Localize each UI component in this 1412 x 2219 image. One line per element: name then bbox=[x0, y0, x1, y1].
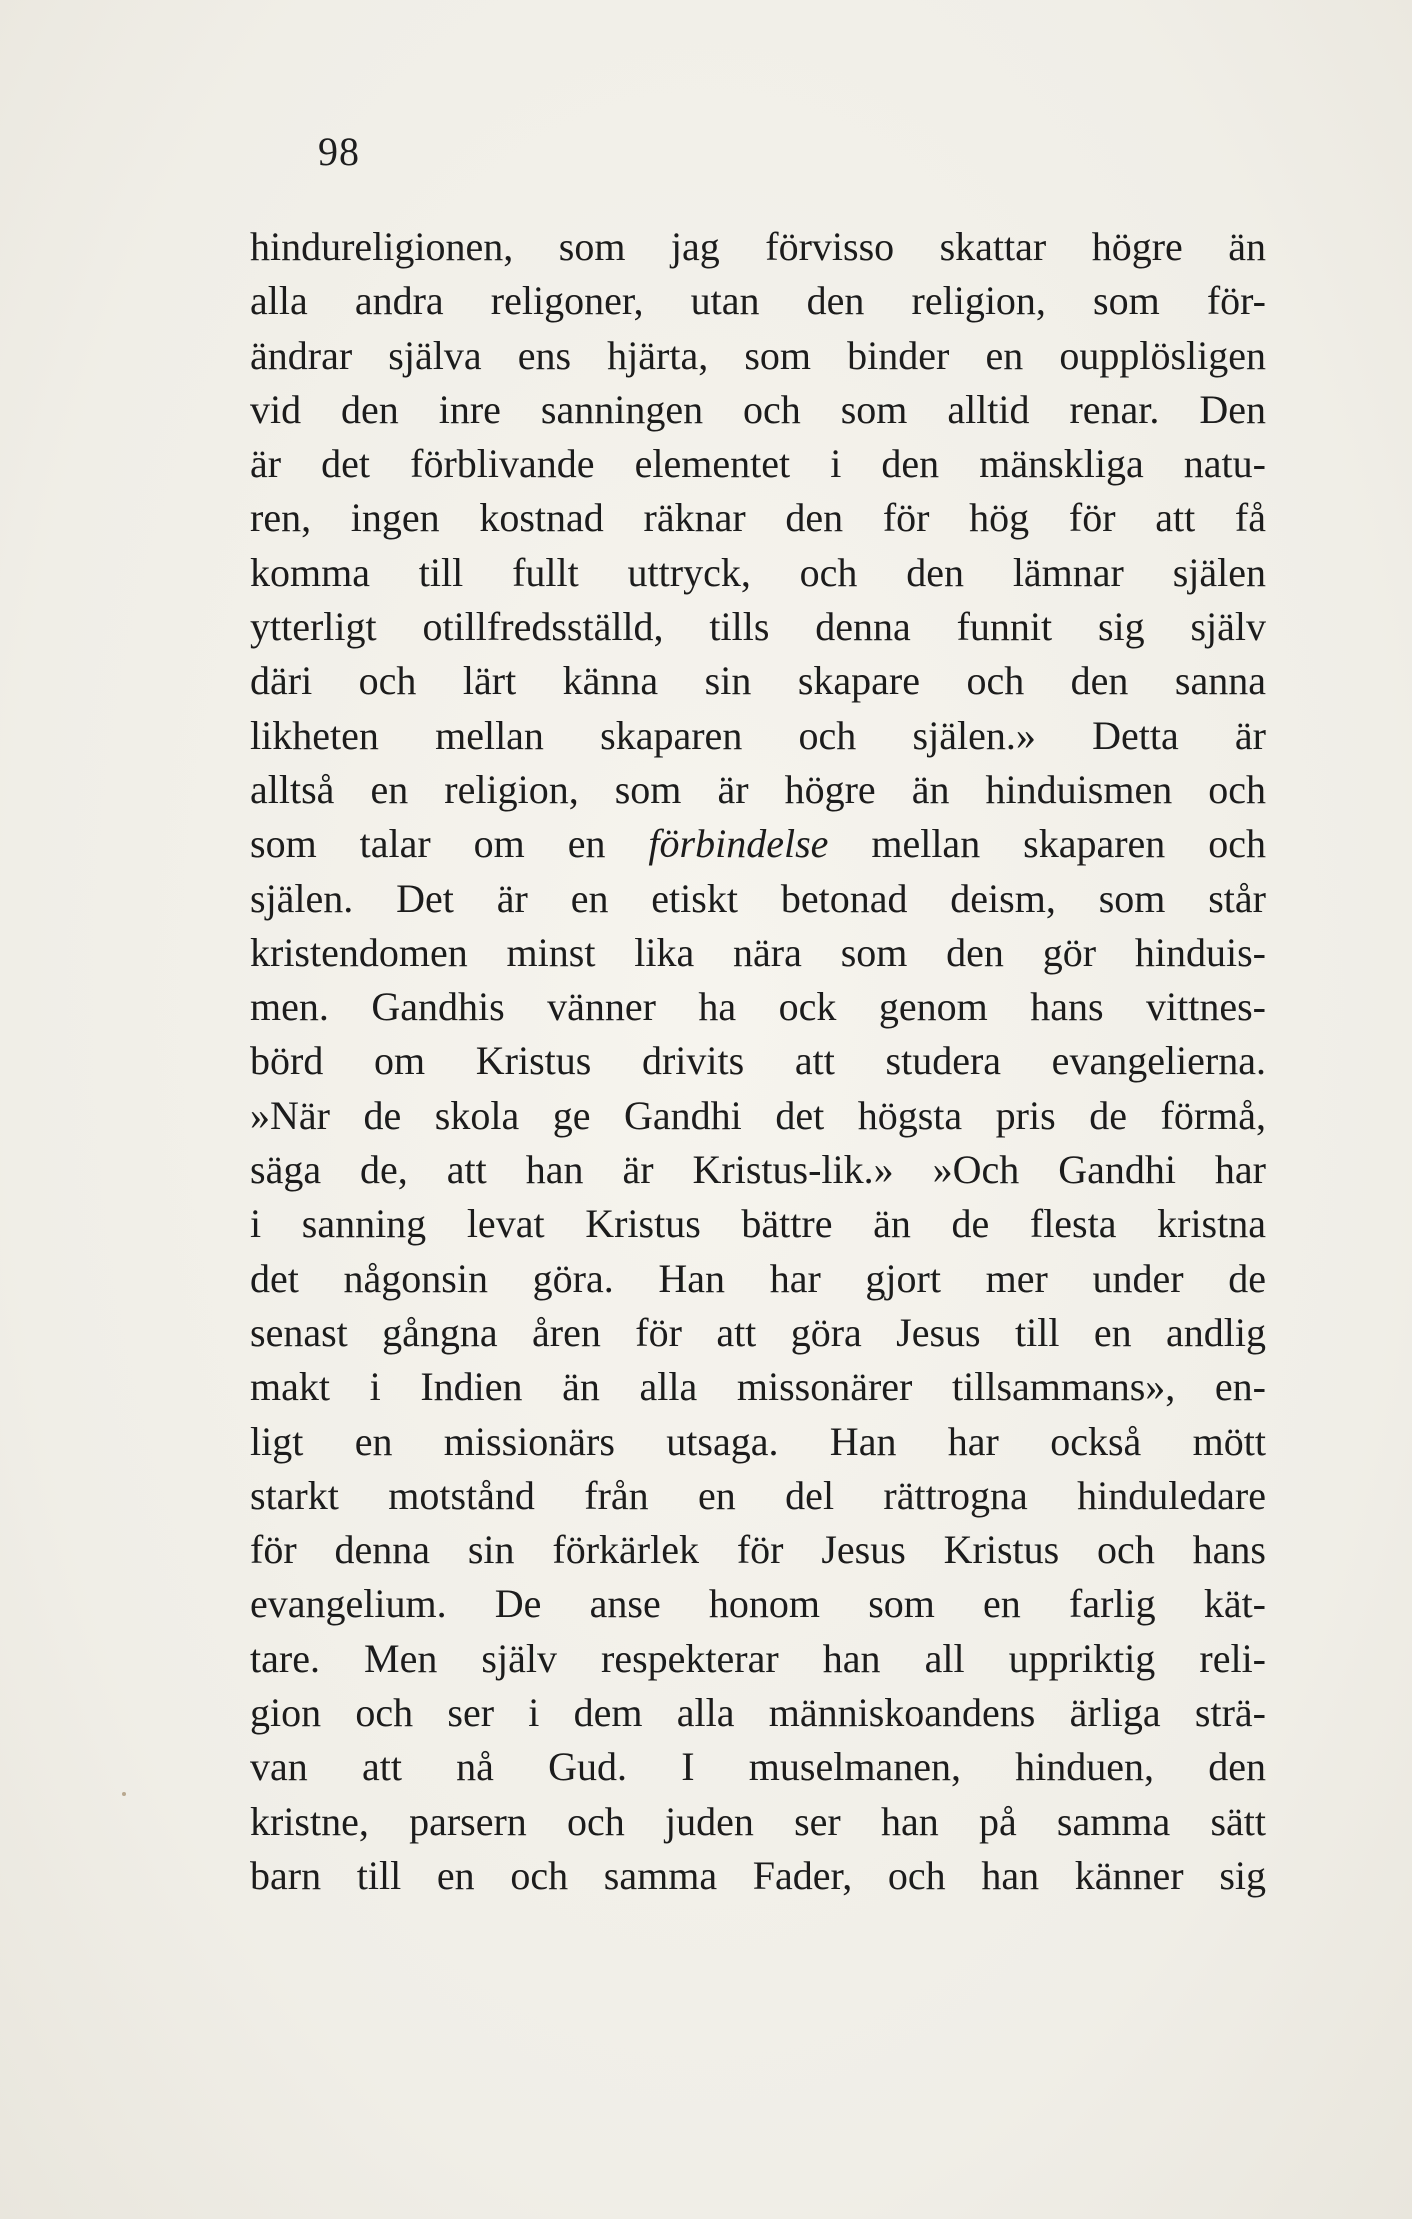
text-line: ren, ingen kostnad räknar den för hög för att få bbox=[250, 495, 1266, 541]
body-text bbox=[250, 220, 1266, 1903]
paper-speck bbox=[122, 1792, 126, 1796]
text-line: van att nå Gud. I muselmanen, hinduen, den bbox=[250, 1744, 1266, 1790]
text-line: ändrar själva ens hjärta, som binder en oupplösligen bbox=[250, 332, 1266, 378]
text-line: tare. Men själv respekterar han all uppriktig reli- bbox=[250, 1635, 1266, 1681]
text-line: däri och lärt känna sin skapare och den sanna bbox=[250, 658, 1266, 704]
text-line-with-emphasis bbox=[250, 817, 1266, 871]
text-line: barn till en och samma Fader, och han känner sig bbox=[250, 1852, 1266, 1898]
text-line: gion och ser i dem alla människoandens ärliga strä- bbox=[250, 1690, 1266, 1736]
text-line: starkt motstånd från en del rättrogna hinduledare bbox=[250, 1472, 1266, 1518]
text-line: själen. Det är en etiskt betonad deism, som står bbox=[250, 875, 1266, 921]
text-line: ligt en missionärs utsaga. Han har också mött bbox=[250, 1418, 1266, 1464]
text-line: är det förblivande elementet i den mänskliga natu- bbox=[250, 441, 1266, 487]
text-line: men. Gandhis vänner ha ock genom hans vittnes- bbox=[250, 984, 1266, 1030]
text-line: det någonsin göra. Han har gjort mer under de bbox=[250, 1255, 1266, 1301]
text-line: vid den inre sanningen och som alltid renar. Den bbox=[250, 386, 1266, 432]
text-line: »När de skola ge Gandhi det högsta pris de förmå, bbox=[250, 1092, 1266, 1138]
text-line: senast gångna åren för att göra Jesus till en andlig bbox=[250, 1309, 1266, 1355]
text-line: kristendomen minst lika nära som den gör hinduis- bbox=[250, 929, 1266, 975]
text-line: börd om Kristus drivits att studera evangelierna. bbox=[250, 1038, 1266, 1084]
text-line: hindureligionen, som jag förvisso skattar högre än bbox=[250, 224, 1266, 269]
emphasized-word: förbindelse bbox=[648, 821, 829, 867]
text-line: säga de, att han är Kristus-lik.» »Och Gandhi har bbox=[250, 1147, 1266, 1193]
text-line: alla andra religoner, utan den religion, som för- bbox=[250, 278, 1266, 324]
text-line: ytterligt otillfredsställd, tills denna funnit sig själv bbox=[250, 604, 1266, 650]
text-segment: som talar om en bbox=[250, 821, 649, 867]
text-line: makt i Indien än alla missonärer tillsammans», en- bbox=[250, 1364, 1266, 1410]
text-segment: mellan skaparen och bbox=[828, 821, 1266, 867]
text-line: komma till fullt uttryck, och den lämnar själen bbox=[250, 549, 1266, 595]
text-line: i sanning levat Kristus bättre än de flesta kristna bbox=[250, 1201, 1266, 1247]
text-line: likheten mellan skaparen och själen.» Detta är bbox=[250, 712, 1266, 758]
text-line: evangelium. De anse honom som en farlig kät- bbox=[250, 1581, 1266, 1627]
page-number: 98 bbox=[318, 129, 360, 174]
text-line: för denna sin förkärlek för Jesus Kristus och hans bbox=[250, 1527, 1266, 1573]
text-line: kristne, parsern och juden ser han på samma sätt bbox=[250, 1798, 1266, 1844]
text-line: alltså en religion, som är högre än hinduismen och bbox=[250, 766, 1266, 812]
